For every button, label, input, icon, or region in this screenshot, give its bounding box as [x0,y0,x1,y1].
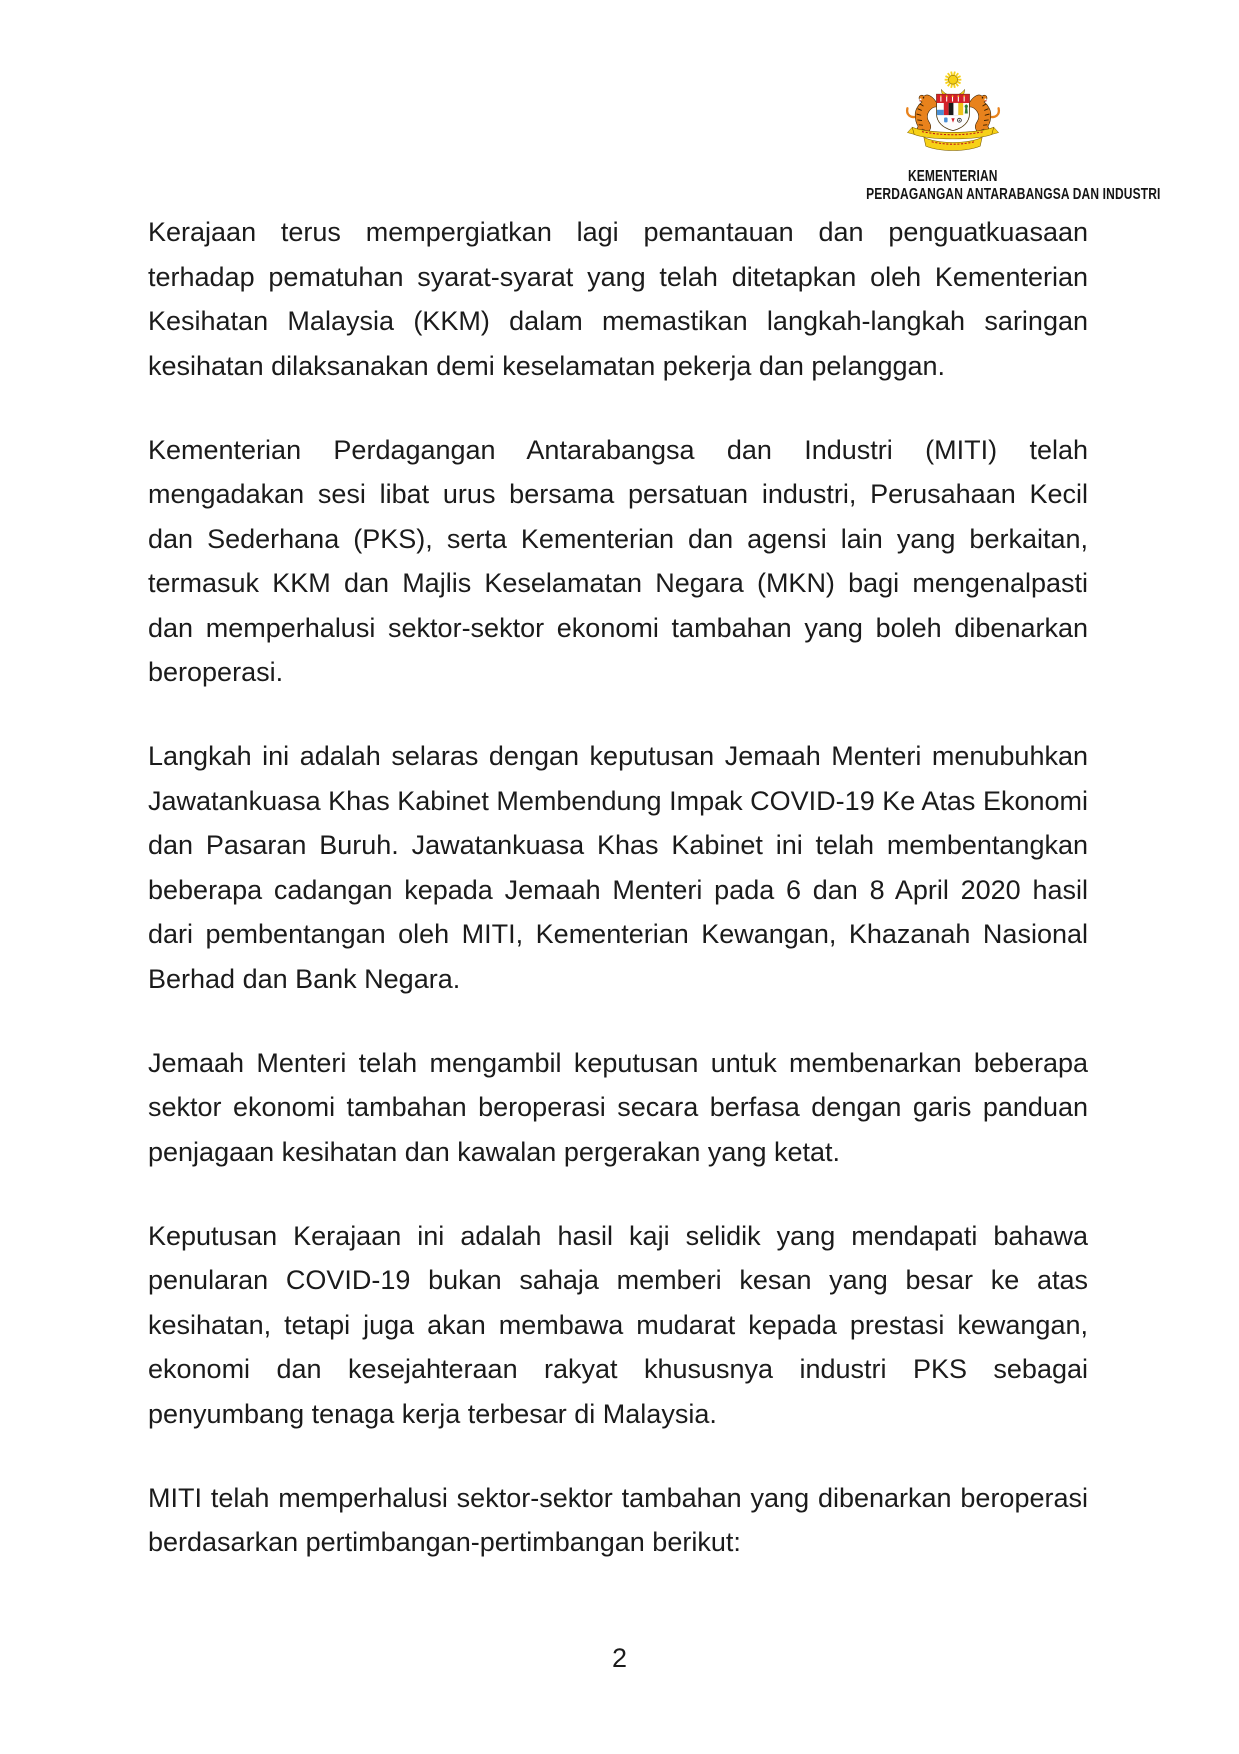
ministry-header [817,70,1161,203]
page-number: 2 [611,1643,628,1673]
document-body [148,210,1088,1604]
paragraph: MITI telah memperhalusi sektor-sektor tambahan yang dibenarkan beroperasi berdasarkan pertimbangan-pertimbangan berikut: [148,1482,1088,1557]
paragraph: Kementerian Perdagangan Antarabangsa dan Industri (MITI) telah mengadakan sesi libat urus bersama persatuan industri, Perusahaan Kecil dan Sederhana (PKS), serta Kementerian dan agensi lain yang berkaitan, termasuk KKM dan Majlis Keselamatan Negara (MKN) bagi mengenalpasti dan memperhalusi sektor-sektor ekonomi tambahan yang boleh dibenarkan beroperasi. [148,434,1088,687]
malaysia-coat-of-arms-icon [885,70,1021,167]
ministry-name [817,168,1161,203]
federal-star-icon [945,72,962,88]
ministry-name-line2: PERDAGANGAN ANTARABANGSA DAN INDUSTRI [866,185,1161,203]
paragraph: Keputusan Kerajaan ini adalah hasil kaji selidik yang mendapati bahawa penularan COVID-19 bukan sahaja memberi kesan yang besar ke atas kesihatan, tetapi juga akan membawa mudarat kepada prestasi kewangan, ekonomi dan kesejahteraan rakyat khususnya industri PKS sebagai penyumbang tenaga kerja terbesar di Malaysia. [148,1220,1088,1429]
paragraph: Jemaah Menteri telah mengambil keputusan untuk membenarkan beberapa sektor ekonomi tambahan beroperasi secara berfasa dengan garis panduan penjagaan kesihatan dan kawalan pergerakan yang ketat. [148,1047,1088,1167]
paragraph: Langkah ini adalah selaras dengan keputusan Jemaah Menteri menubuhkan Jawatankuasa Khas Kabinet Membendung Impak COVID-19 Ke Atas Ekonomi dan Pasaran Buruh. Jawatankuasa Khas Kabinet ini telah membentangkan beberapa cadangan kepada Jemaah Menteri pada 6 dan 8 April 2020 hasil dari pembentangan oleh MITI, Kementerian Kewangan, Khazanah Nasional Berhad dan Bank Negara. [148,741,1088,994]
ministry-name-line1: KEMENTERIAN [908,168,998,185]
shield-icon [937,94,970,130]
paragraph: Kerajaan terus mempergiatkan lagi pemantauan dan penguatkuasaan terhadap pematuhan syarat-syarat yang telah ditetapkan oleh Kementerian Kesihatan Malaysia (KKM) dalam memastikan langkah-langkah saringan kesihatan dilaksanakan demi keselamatan pekerja dan pelanggan. [148,217,1088,381]
